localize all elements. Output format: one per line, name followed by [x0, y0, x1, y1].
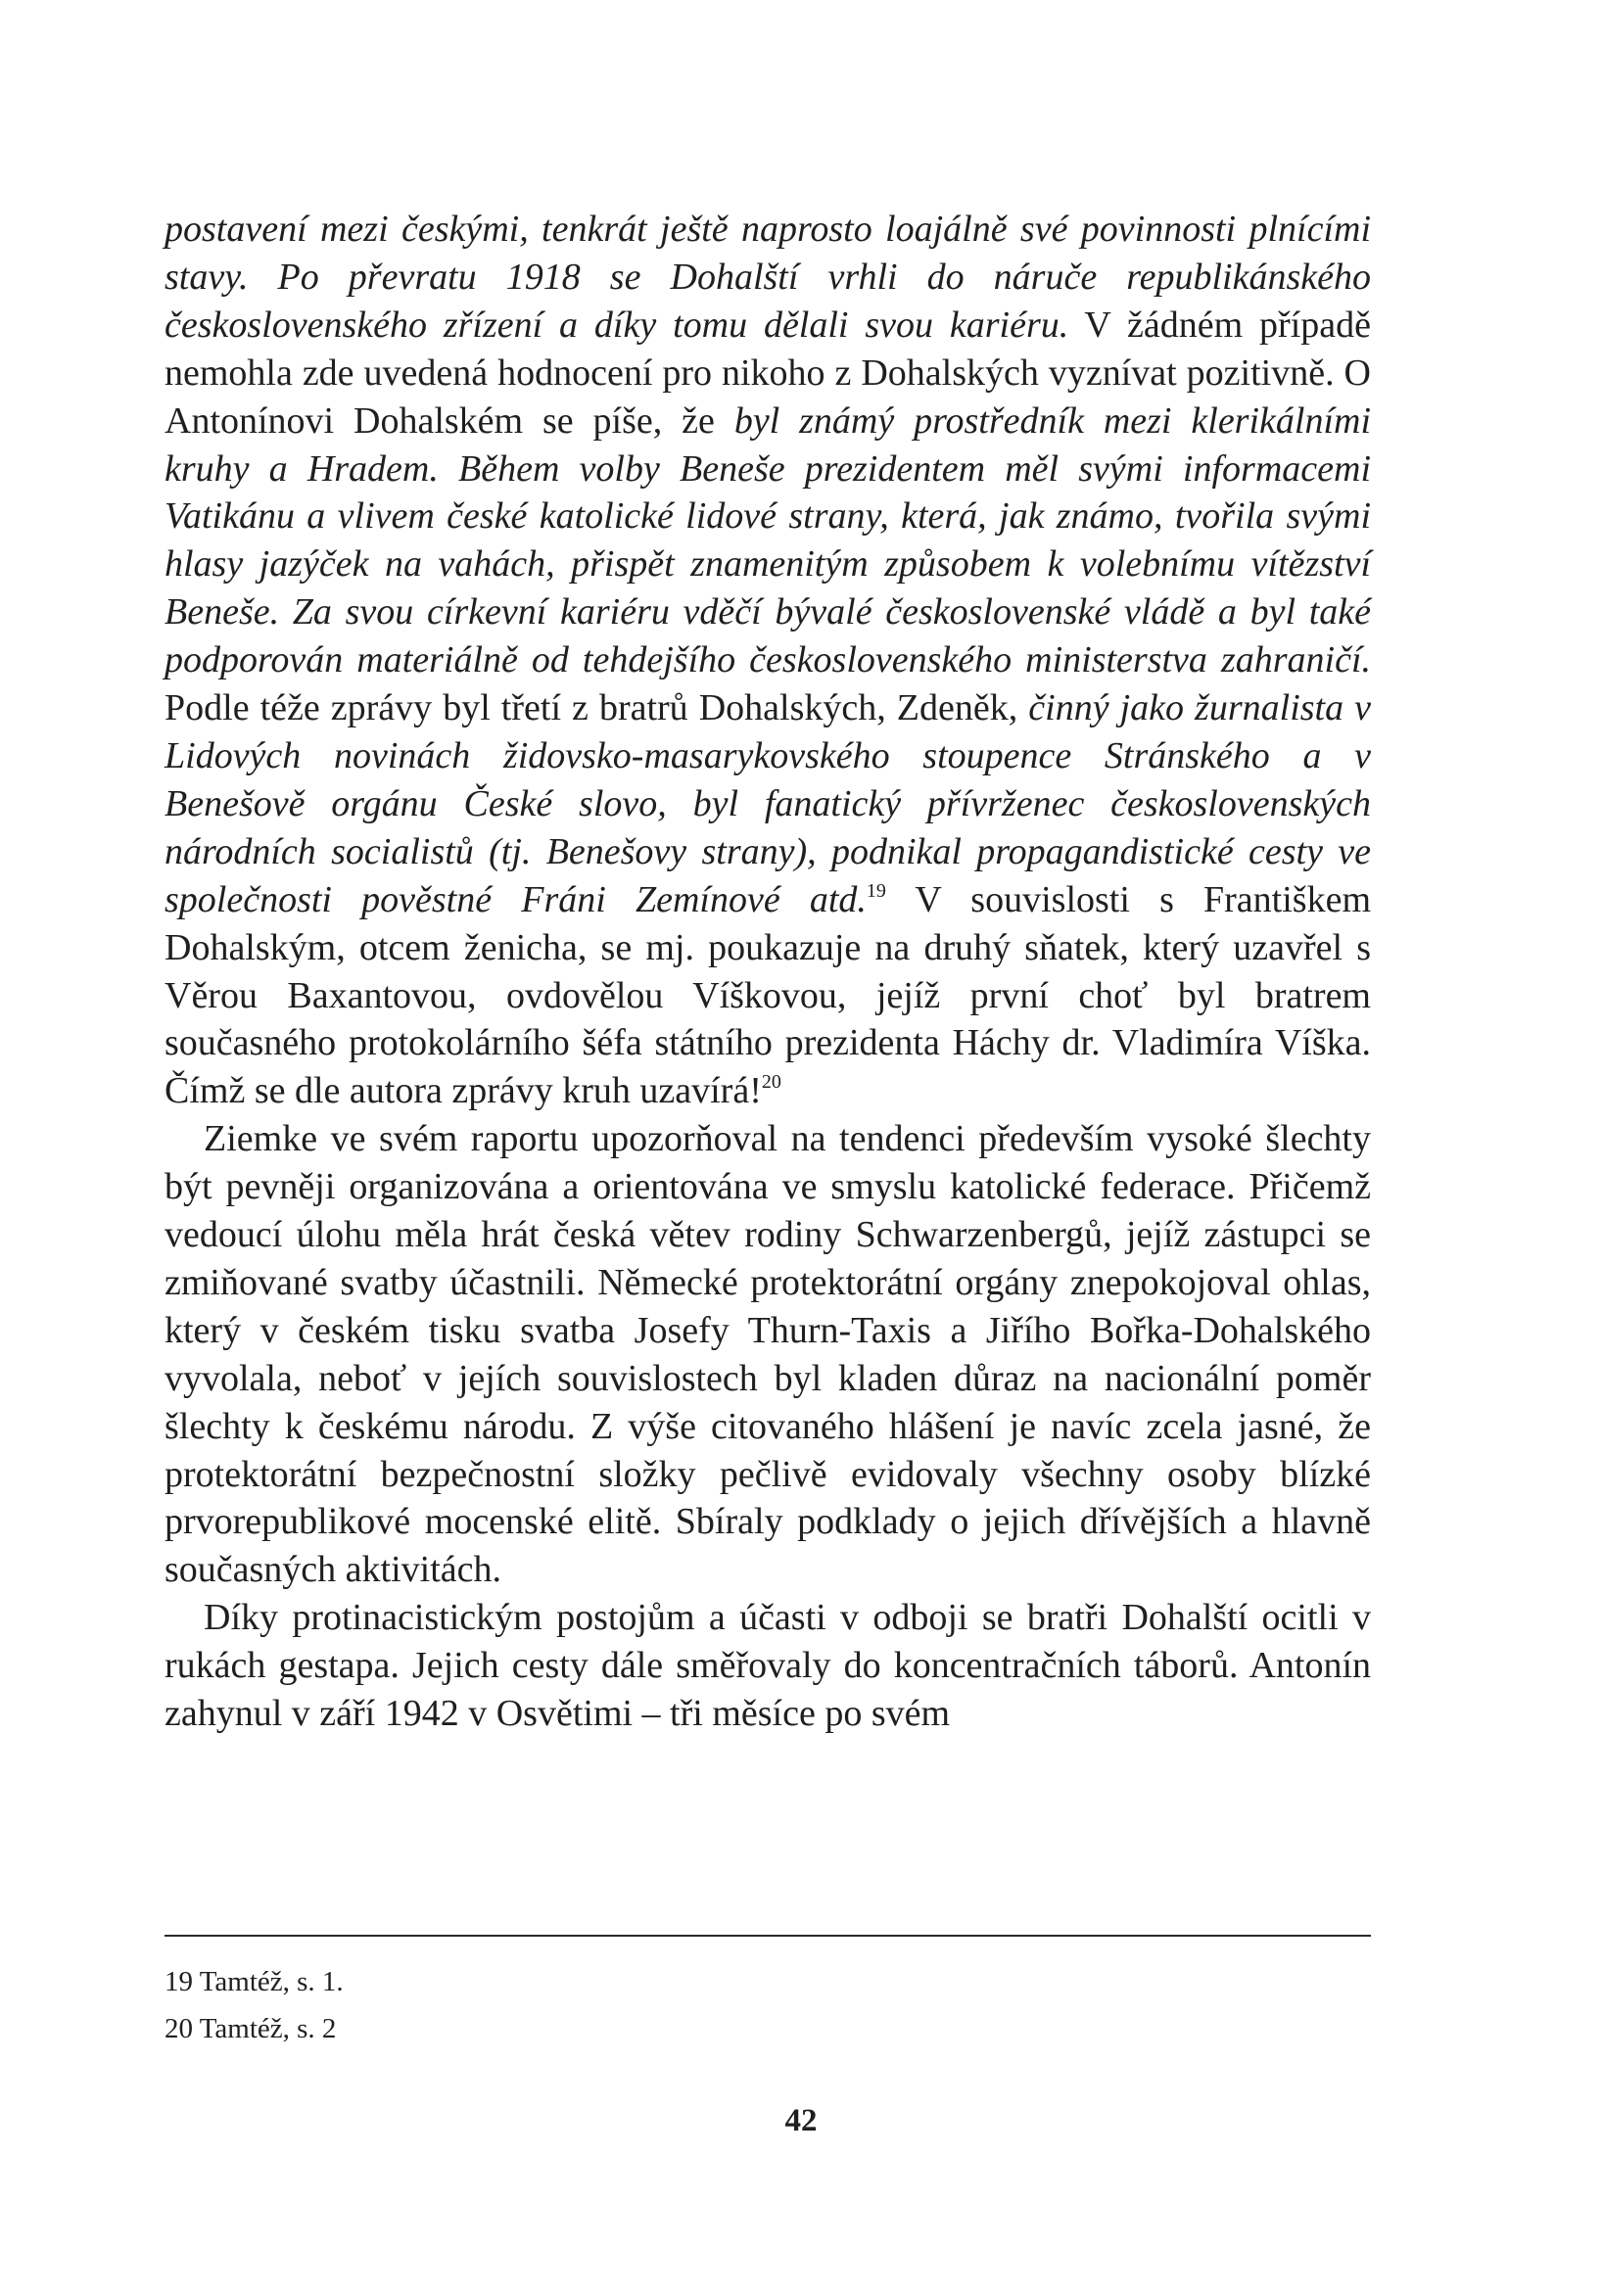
- text-run: činný jako žurnalista v Lidových novinách židovsko-masarykovského stoupence Stránského a v Benešově orgánu České slovo, byl fanatický přívrženec československých národních socialistů (tj. Benešovy strany), podnikal propagandistické cesty ve společnosti pověstné Fráni Zemínové atd.: [165, 687, 1371, 920]
- footnote-19: 19 Tamtéž, s. 1.: [165, 1966, 344, 1997]
- paragraph-2: [165, 1115, 1371, 1594]
- paragraph-1: [165, 206, 1371, 1115]
- text-run: Ziemke ve svém raportu upozorňoval na tendenci především vysoké šlechty být pevněji organizována a orientována ve smyslu katolické federace. Přičemž vedoucí úlohu měla hrát česká větev rodiny Schwarzenbergů, jejíž zástupci se zmiňované svatby účastnili. Německé protektorátní orgány znepokojoval ohlas, který v českém tisku svatba Josefy Thurn-Taxis a Jiřího Bořka-Dohalského vyvolala, neboť v jejích souvislostech byl kladen důraz na nacionální poměr šlechty k českému národu. Z výše citovaného hlášení je navíc zcela jasné, že protektorátní bezpečnostní složky pečlivě evidovaly všechny osoby blízké prvorepublikové mocenské elitě. Sbíraly podklady o jejich dřívějších a hlavně současných aktivitách.: [165, 1118, 1371, 1591]
- footnote-divider: [165, 1935, 1371, 1937]
- footnote-ref-19[interactable]: 19: [866, 879, 886, 902]
- page-number: 42: [784, 2103, 818, 2138]
- text-run: postavení mezi českými, tenkrát ještě naprosto loajálně své povinnosti plnícími stavy. Po převratu 1918 se Dohalští vrhli do náruče republikánského československého zřízení a díky tomu dělali svou kariéru.: [165, 209, 1371, 346]
- text-run: byl známý prostředník mezi klerikálními kruhy a Hradem. Během volby Beneše prezidentem měl svými informacemi Vatikánu a vlivem české katolické lidové strany, která, jak známo, tvořila svými hlasy jazýček na vahách, přispět znamenitým způsobem k volebnímu vítězství Beneše. Za svou církevní kariéru vděčí bývalé československé vládě a byl také podporován materiálně od tehdejšího československého ministerstva zahraničí.: [165, 399, 1372, 681]
- text-run: V žádném případě nemohla zde uvedená hodnocení pro nikoho z Dohalských vyznívat pozitivně. O Antonínovi Dohalském se píše, že: [165, 304, 1371, 442]
- footnote-ref-20[interactable]: 20: [761, 1071, 781, 1094]
- text-run: V souvislosti s Františkem Dohalským, otcem ženicha, se mj. poukazuje na druhý sňatek, který uzavřel s Věrou Baxantovou, ovdovělou Víškovou, jejíž první choť byl bratrem současného protokolárního šéfa státního prezidenta Háchy dr. Vladimíra Víška. Čímž se dle autora zprávy kruh uzavírá!: [165, 878, 1371, 1112]
- body-text: [165, 206, 1371, 1738]
- text-run: Podle téže zprávy byl třetí z bratrů Dohalských, Zdeněk,: [165, 687, 1029, 729]
- footnotes: [165, 1958, 1371, 2052]
- paragraph-3: [165, 1594, 1371, 1738]
- footnote-20: 20 Tamtéž, s. 2: [165, 2013, 337, 2044]
- text-run: Díky protinacistickým postojům a účasti v odboji se bratři Dohalští ocitli v rukách gestapa. Jejich cesty dále směřovaly do koncentračních táborů. Antonín zahynul v září 1942 v Osvětimi – tři měsíce po svém: [165, 1597, 1371, 1735]
